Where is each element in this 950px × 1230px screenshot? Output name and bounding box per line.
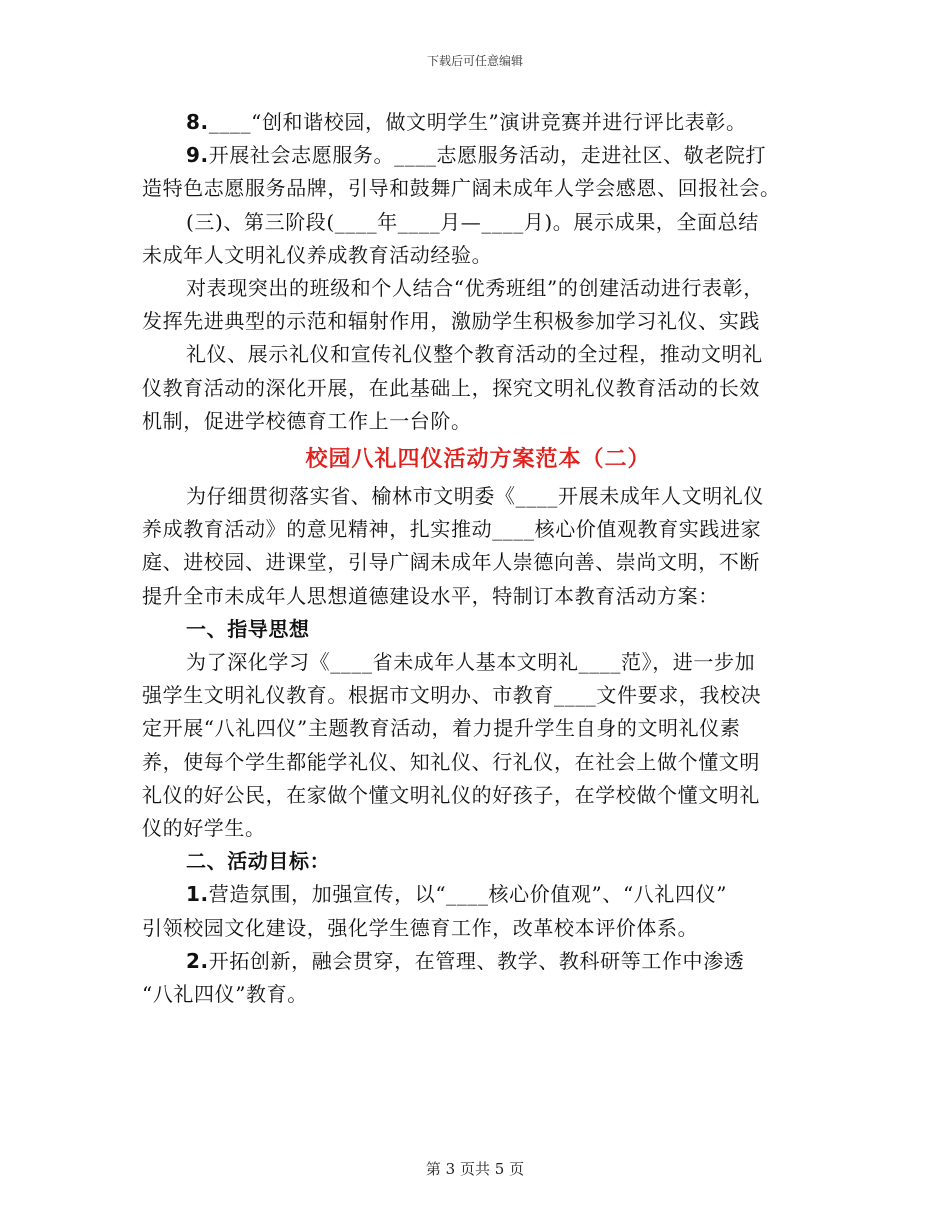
heading-activity-goals [142, 845, 814, 878]
line-text: 开拓创新，融会贯穿，在管理、教学、教科研等工作中渗透 [208, 948, 745, 973]
heading-text: 二、活动目标： [186, 849, 331, 874]
paragraph-line: 庭、进校园、进课堂，引导广阔未成年人崇德向善、崇尚文明，不断 [142, 550, 760, 575]
paragraph-commendation [142, 272, 814, 338]
paragraph-line: 仪的好学生。 [142, 816, 266, 841]
item-number: 2. [186, 948, 209, 973]
paragraph-line: (三)、第三阶段(____年____月—____月)。展示成果，全面总结 [186, 209, 759, 234]
paragraph-line: 造特色志愿服务品牌，引导和鼓舞广阔未成年人学会感恩、回报社会。 [142, 176, 781, 201]
paragraph-line: 礼仪、展示礼仪和宣传礼仪整个教育活动的全过程，推动文明礼 [186, 342, 763, 367]
paragraph-line: 发挥先进典型的示范和辐射作用，激励学生积极参加学习礼仪、实践 [142, 309, 760, 334]
item-number: 9. [186, 143, 209, 168]
paragraph-item-8 [142, 106, 814, 139]
page-footer: 第 3 页共 5 页 [425, 1160, 525, 1178]
line-text: ____“创和谐校园，做文明学生”演讲竞赛并进行评比表彰。 [208, 110, 747, 134]
paragraph-line: 未成年人文明礼仪养成教育活动经验。 [142, 242, 493, 267]
paragraph-stage-three [142, 206, 814, 272]
section-title: 校园八礼四仪活动方案范本（二） [305, 446, 651, 473]
heading-guiding-ideology [142, 613, 814, 646]
paragraph-line: 提升全市未成年人思想道德建设水平，特制订本教育活动方案： [142, 583, 719, 608]
goal-item-2 [142, 945, 814, 1011]
goal-item-1 [142, 878, 814, 944]
paragraph-line: 为了深化学习《____省未成年人基本文明礼____范》，进一步加 [186, 650, 756, 675]
line-text: 营造氛围，加强宣传，以“____核心价值观”、“八礼四仪” [208, 882, 728, 907]
paragraph-line [142, 945, 814, 978]
page-header: 下载后可任意编辑 [426, 54, 523, 68]
line-text: 开展社会志愿服务。____志愿服务活动，走进社区、敬老院打 [208, 143, 767, 168]
paragraph-line [142, 139, 814, 172]
item-number: 8. [186, 110, 209, 134]
paragraph-line: 仪教育活动的深化开展，在此基础上，探究文明礼仪教育活动的长效 [142, 375, 760, 400]
paragraph-line: 礼仪的好公民，在家做个懂文明礼仪的好孩子，在学校做个懂文明礼 [142, 782, 760, 807]
document-body [142, 106, 814, 1011]
paragraph-guiding-ideology [142, 646, 814, 845]
paragraph-line: 引领校园文化建设，强化学生德育工作，改革校本评价体系。 [142, 915, 699, 940]
paragraph-line: 为仔细贯彻落实省、榆林市文明委《____开展未成年人文明礼仪 [186, 484, 764, 509]
paragraph-line: 机制，促进学校德育工作上一台阶。 [142, 408, 472, 433]
paragraph-line: 对表现突出的班级和个人结合“优秀班组”的创建活动进行表彰， [186, 276, 764, 301]
heading-text: 一、指导思想 [186, 616, 310, 641]
paragraph-line: 养，使每个学生都能学礼仪、知礼仪、行礼仪，在社会上做个懂文明 [142, 749, 760, 774]
item-number: 1. [186, 882, 209, 907]
paragraph-line: 强学生文明礼仪教育。根据市文明办、市教育____文件要求，我校决 [142, 683, 762, 708]
paragraph-line [142, 878, 814, 911]
paragraph-line: 定开展“八礼四仪”主题教育活动，着力提升学生自身的文明礼仪素 [142, 716, 741, 741]
paragraph-line: “八礼四仪”教育。 [142, 982, 308, 1007]
paragraph-line: 养成教育活动》的意见精神，扎实推动____核心价值观教育实践进家 [142, 517, 762, 542]
paragraph-line [142, 106, 814, 139]
paragraph-item-9 [142, 139, 814, 205]
paragraph-intro [142, 480, 814, 613]
paragraph-process [142, 338, 814, 438]
